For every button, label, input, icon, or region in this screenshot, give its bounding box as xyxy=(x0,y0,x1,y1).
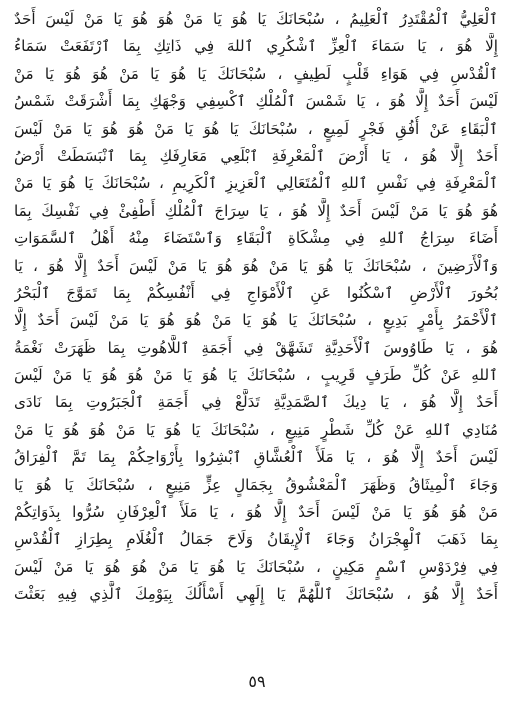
text-line: ٱلْأَحْمَرُ بِأَمْرٍ بَدِيعٍ ، سُبْحَانَكَ يَا هُوَ يَا مَنْ هُوَ هُوَ يَا مَنْ لَيْسَ أَحَدٌ إِلَّا xyxy=(14,311,498,330)
text-line: ٱلْقُدْسِ فِي هَوَاءِ قَلْبٍ لَطِيفٍ ، سُبْحَانَكَ يَا هُوَ يَا مَنْ هُوَ هُوَ يَا مَنْ xyxy=(14,64,498,83)
prayer-text-body xyxy=(14,6,498,609)
text-line: لَيْسَ أَحَدٌ إِلَّا هُوَ ، يَا شَمْسَ ٱلْمُلْكِ ٱكْسِفِي وَجْهَكِ بِمَا أَشْرَقَتْ شَمْسُ xyxy=(14,92,498,111)
text-line: لَيْسَ أَحَدٌ إِلَّا هُوَ ، يَا مَلَأَ ٱلْعُشَّاقِ ٱبْشِرُوا بِأَرْوَاحِكُمْ بِمَا تَمَّ ٱلْفِرَاقُ xyxy=(14,448,498,467)
text-line: أَحَدٌ إِلَّا هُوَ ، سُبْحَانَكَ ٱللَّهُمَّ يَا إِلَهِي أَسْأَلُكَ بِيَوْمِكَ ٱلَّذِي فِيهِ بَعَثْتَ xyxy=(14,585,498,604)
text-line: أَحَدٌ إِلَّا هُوَ ، يَا دِيكَ ٱلصَّمَدِيَّةِ تَدَلَّعْ فِي أَجَمَةِ ٱلْجَبَرُوتِ بِمَا نَادَى xyxy=(14,393,498,412)
text-line: ٱلْبَقَاءِ عَنْ أُفُقِ فَجْرٍ لَمِيعٍ ، سُبْحَانَكَ يَا هُوَ يَا مَنْ هُوَ هُوَ يَا مَنْ لَيْسَ xyxy=(14,119,498,138)
text-line: بُحُورَ ٱلْأَرْضِ ٱسْكُنُوا عَنِ ٱلْأَمْوَاجِ فِي أَنْفُسِكُمْ بِمَا تَمَوَّجَ ٱلْبَحْرُ xyxy=(14,283,498,302)
text-line: إِلَّا هُوَ ، يَا سَمَاءَ ٱلْعِزِّ ٱشْكُرِي ٱللهَ فِي ذَاتِكِ بِمَا ٱرْتَفَعَتْ سَمَاءُ xyxy=(14,37,498,56)
text-line: ٱلْمَعْرِفَةِ فِي نَفْسِ ٱللهِ ٱلْمُتَعَالِي ٱلْعَزِيزِ ٱلْكَرِيمِ ، سُبْحَانَكَ يَا هُوَ يَا مَنْ xyxy=(14,174,498,193)
text-line: فِي فِرْدَوْسِ ٱسْمٍ مَكِينٍ ، سُبْحَانَكَ يَا هُوَ يَا مَنْ هُوَ هُوَ يَا مَنْ لَيْسَ xyxy=(14,557,498,576)
text-line: مَنْ هُوَ هُوَ يَا مَنْ لَيْسَ أَحَدٌ إِلَّا هُوَ ، يَا مَلَأَ ٱلْعِرْفَانِ سُرُّوا بِذَوَاتِكُمْ xyxy=(14,503,498,522)
text-line: هُوَ هُوَ يَا مَنْ لَيْسَ أَحَدٌ إِلَّا هُوَ ، يَا سِرَاجَ ٱلْمُلْكِ أَطْفِئْ فِي نَفْسِكَ بِمَا xyxy=(14,201,498,220)
text-line: هُوَ ، يَا طَاوُوسَ ٱلْأَحَدِيَّةِ تَشَهَّقْ فِي أَجَمَةِ ٱللَّاهُوتِ بِمَا ظَهَرَتْ نَغْمَةُ xyxy=(14,338,498,357)
text-line: مُنَادِي ٱللهِ عَنْ كُلِّ شَطْرٍ مَنِيعٍ ، سُبْحَانَكَ يَا هُوَ يَا مَنْ هُوَ هُوَ يَا مَنْ xyxy=(14,420,498,439)
text-line: ٱلْعَلِيُّ ٱلْمُقْتَدِرُ ٱلْعَلِيمُ ، سُبْحَانَكَ يَا هُوَ يَا مَنْ هُوَ هُوَ يَا مَنْ لَيْسَ أَحَدٌ xyxy=(14,10,498,28)
text-line: بِمَا ذَهَبَ ٱلْهِجْرَانُ وَجَاءَ ٱلْإِيقَانُ وَلَاحَ جَمَالُ ٱلْغُلَامِ بِطِرَازِ ٱلْقُدْسِ xyxy=(14,530,498,549)
text-line: وَٱلْأَرَضِينَ ، سُبْحَانَكَ يَا هُوَ يَا مَنْ هُوَ هُوَ يَا مَنْ لَيْسَ أَحَدٌ إِلَّا هُوَ ، يَا xyxy=(14,256,498,275)
text-line: ٱللهِ عَنْ كُلِّ طَرَفٍ قَرِيبٍ ، سُبْحَانَكَ يَا هُوَ يَا مَنْ هُوَ هُوَ يَا مَنْ لَيْسَ xyxy=(14,366,498,385)
text-line: وَجَاءَ ٱلْمِيثَاقُ وَظَهَرَ ٱلْمَعْشُوقُ بِجَمَالٍ عِزٍّ مَنِيعٍ ، سُبْحَانَكَ يَا هُوَ يَا xyxy=(14,475,498,494)
text-line: أَضَاءَ سِرَاجُ ٱللهِ فِي مِشْكَاةِ ٱلْبَقَاءِ وَٱسْتَضَاءَ مِنْهُ أَهْلُ ٱلسَّمَوَاتِ xyxy=(14,229,498,248)
page-number: ٥٩ xyxy=(248,672,266,691)
text-line: أَحَدٌ إِلَّا هُوَ ، يَا أَرْضَ ٱلْمَعْرِفَةِ ٱبْلَعِي مَعَارِفَكِ بِمَا ٱنْبَسَطَتْ أَرْضُ xyxy=(14,146,498,165)
